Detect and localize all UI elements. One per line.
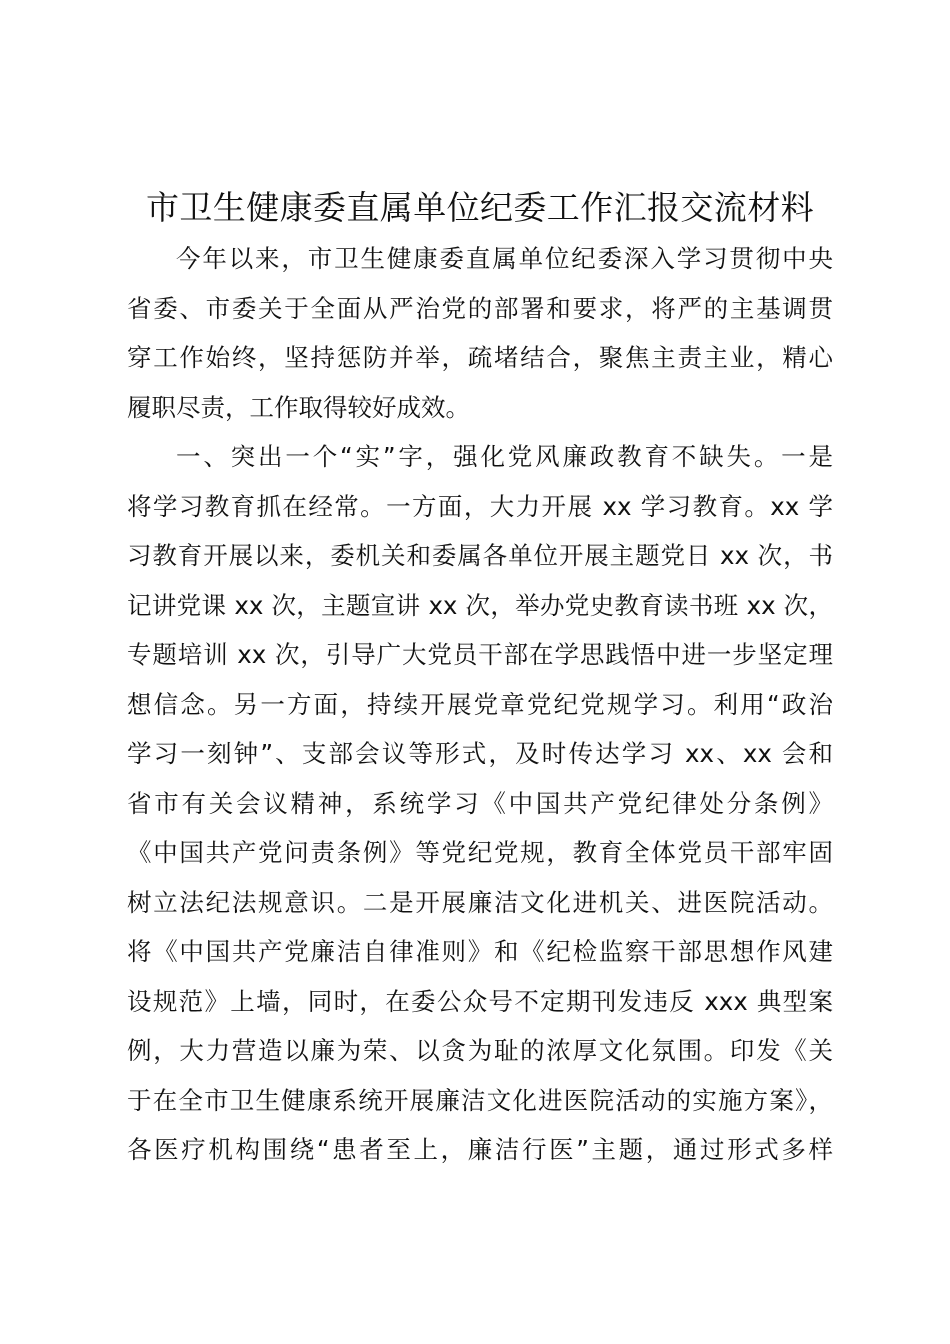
paragraph-line: 穿工作始终，坚持惩防并举，疏堵结合，聚焦主责主业，精心 xyxy=(127,343,833,372)
paragraph-line: 想信念。另一方面，持续开展党章党纪党规学习。利用“政治 xyxy=(127,689,833,719)
paragraph-line: 专题培训 xx 次，引导广大党员干部在学思践悟中进一步坚定理 xyxy=(127,640,833,669)
paragraph-line: 履职尽责，工作取得较好成效。 xyxy=(127,392,470,422)
paragraph-line: 《中国共产党问责条例》等党纪党规，教育全体党员干部牢固 xyxy=(127,838,833,867)
document-body xyxy=(127,234,833,1175)
paragraph-line: 树立法纪法规意识。二是开展廉洁文化进机关、进医院活动。 xyxy=(127,887,833,917)
paragraph-line: 将《中国共产党廉洁自律准则》和《纪检监察干部思想作风建 xyxy=(127,937,833,966)
paragraph-line: 一、突出一个“实”字，强化党风廉政教育不缺失。一是 xyxy=(176,442,833,471)
paragraph-line: 省市有关会议精神，系统学习《中国共产党纪律处分条例》 xyxy=(127,788,833,818)
paragraph-line: 例，大力营造以廉为荣、以贪为耻的浓厚文化氛围。印发《关 xyxy=(127,1036,833,1065)
paragraph-line: 省委、市委关于全面从严治党的部署和要求，将严的主基调贯 xyxy=(127,293,833,323)
paragraph-line: 设规范》上墙，同时，在委公众号不定期刊发违反 xxx 典型案 xyxy=(127,986,833,1016)
paragraph-line: 记讲党课 xx 次，主题宣讲 xx 次，举办党史教育读书班 xx 次， xyxy=(127,590,833,620)
paragraph-line: 各医疗机构围绕“患者至上，廉洁行医”主题，通过形式多样 xyxy=(127,1135,833,1164)
paragraph-line: 今年以来，市卫生健康委直属单位纪委深入学习贯彻中央 xyxy=(176,244,833,273)
paragraph-line: 习教育开展以来，委机关和委属各单位开展主题党日 xx 次，书 xyxy=(127,541,833,570)
document-title: 市卫生健康委直属单位纪委工作汇报交流材料 xyxy=(146,188,814,227)
paragraph-line: 学习一刻钟”、支部会议等形式，及时传达学习 xx、xx 会和 xyxy=(127,739,833,768)
paragraph-line: 将学习教育抓在经常。一方面，大力开展 xx 学习教育。xx 学 xyxy=(127,491,833,521)
paragraph-line: 于在全市卫生健康系统开展廉洁文化进医院活动的实施方案》， xyxy=(127,1085,833,1115)
